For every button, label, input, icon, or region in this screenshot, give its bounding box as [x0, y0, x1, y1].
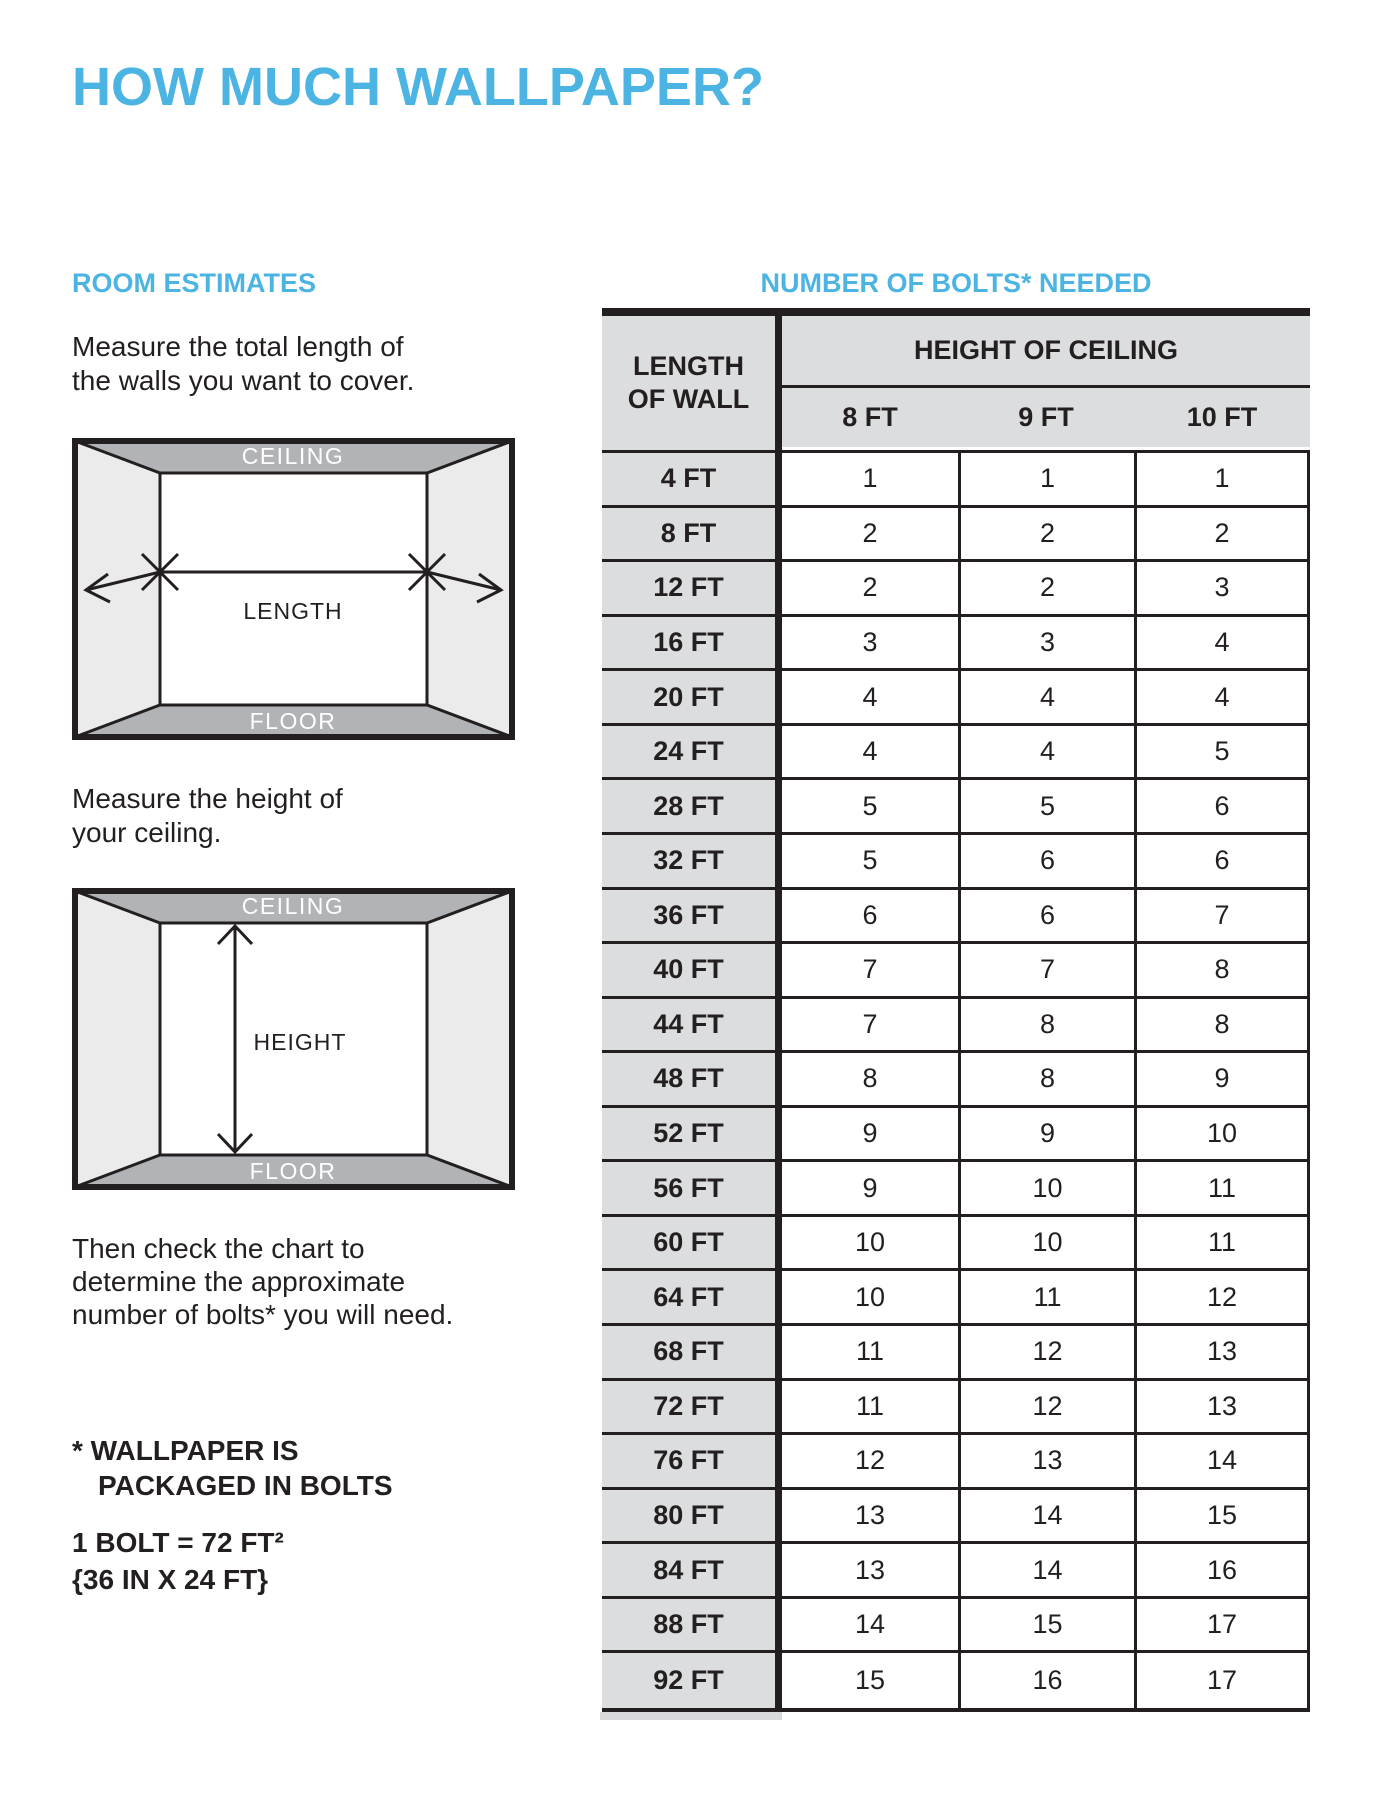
text-line: Then check the chart to — [72, 1233, 365, 1264]
back-wall — [160, 473, 427, 705]
bolt-count-cell: 8 — [1134, 944, 1310, 996]
bolt-count-cell: 13 — [1134, 1326, 1310, 1378]
bolt-count-cell: 15 — [958, 1599, 1134, 1651]
bolt-count-cell: 12 — [1134, 1271, 1310, 1323]
bolt-count-cell: 6 — [1134, 780, 1310, 832]
wallpaper-bolts-table — [602, 308, 1310, 1712]
wall-length-cell: 24 FT — [602, 726, 782, 778]
table-row — [602, 835, 1310, 890]
bolt-count-cell: 10 — [958, 1217, 1134, 1269]
table-row — [602, 1653, 1310, 1708]
floor-label: FLOOR — [249, 1158, 337, 1184]
wall-length-cell: 72 FT — [602, 1381, 782, 1433]
bolt-count-cell: 16 — [1134, 1544, 1310, 1596]
bolt-count-cell: 8 — [1134, 999, 1310, 1051]
bolt-count-cell: 4 — [782, 671, 958, 723]
column-header-group — [782, 316, 1310, 450]
bolt-count-cell: 15 — [782, 1653, 958, 1708]
table-row — [602, 1599, 1310, 1654]
bolt-count-cell: 8 — [782, 1053, 958, 1105]
table-row — [602, 1162, 1310, 1217]
bolt-count-cell: 4 — [1134, 617, 1310, 669]
bolt-count-cell: 12 — [958, 1381, 1134, 1433]
height-label: HEIGHT — [253, 1029, 347, 1055]
bolt-count-cell: 7 — [782, 944, 958, 996]
instruction-measure-height — [72, 782, 343, 850]
bolt-count-cell: 3 — [1134, 562, 1310, 614]
wall-length-cell: 44 FT — [602, 999, 782, 1051]
bolt-count-cell: 2 — [958, 508, 1134, 560]
floor-label: FLOOR — [249, 708, 337, 734]
bolt-count-cell: 9 — [782, 1162, 958, 1214]
bolt-count-cell: 8 — [958, 999, 1134, 1051]
wall-length-cell: 64 FT — [602, 1271, 782, 1323]
col-header-10ft: 10 FT — [1186, 402, 1258, 432]
text-line: OF WALL — [627, 384, 750, 414]
page-title: HOW MUCH WALLPAPER? — [72, 57, 764, 117]
height-of-ceiling-header: HEIGHT OF CEILING — [782, 316, 1310, 388]
wall-length-cell: 12 FT — [602, 562, 782, 614]
instruction-check-chart — [72, 1232, 453, 1331]
table-row — [602, 1435, 1310, 1490]
bolt-count-cell: 14 — [958, 1544, 1134, 1596]
bolt-count-cell: 17 — [1134, 1653, 1310, 1708]
wall-length-cell: 56 FT — [602, 1162, 782, 1214]
instruction-measure-length — [72, 330, 414, 398]
col-header-9ft: 9 FT — [1018, 402, 1074, 432]
table-row — [602, 726, 1310, 781]
text-line: PACKAGED IN BOLTS — [98, 1470, 393, 1501]
bolt-count-cell: 14 — [958, 1490, 1134, 1542]
table-row — [602, 1053, 1310, 1108]
bolt-count-cell: 12 — [782, 1435, 958, 1487]
bolt-count-cell: 6 — [1134, 835, 1310, 887]
wall-length-cell: 20 FT — [602, 671, 782, 723]
row-header-length-of-wall — [602, 316, 782, 450]
bolt-count-cell: 10 — [782, 1217, 958, 1269]
text-line: the walls you want to cover. — [72, 365, 415, 396]
table-row — [602, 1381, 1310, 1436]
table-row — [602, 1326, 1310, 1381]
bolt-count-cell: 5 — [782, 780, 958, 832]
bolts-needed-heading: NUMBER OF BOLTS* NEEDED — [760, 268, 1152, 298]
wall-length-cell: 40 FT — [602, 944, 782, 996]
bolt-count-cell: 17 — [1134, 1599, 1310, 1651]
room-estimates-heading: ROOM ESTIMATES — [72, 268, 317, 298]
wall-length-cell: 68 FT — [602, 1326, 782, 1378]
bolt-count-cell: 1 — [1134, 453, 1310, 505]
bolt-count-cell: 1 — [958, 453, 1134, 505]
wall-length-cell: 36 FT — [602, 890, 782, 942]
bolt-count-cell: 13 — [958, 1435, 1134, 1487]
bolt-count-cell: 16 — [958, 1653, 1134, 1708]
bolt-count-cell: 11 — [958, 1271, 1134, 1323]
table-row — [602, 562, 1310, 617]
wall-length-cell: 52 FT — [602, 1108, 782, 1160]
bolt-count-cell: 2 — [782, 508, 958, 560]
bolt-count-cell: 9 — [782, 1108, 958, 1160]
wall-length-cell: 48 FT — [602, 1053, 782, 1105]
table-row — [602, 1108, 1310, 1163]
table-top-border — [602, 308, 1310, 316]
table-header — [602, 316, 1310, 453]
bolt-count-cell: 8 — [958, 1053, 1134, 1105]
bolt-count-cell: 13 — [782, 1490, 958, 1542]
table-row — [602, 890, 1310, 945]
bolt-count-cell: 6 — [958, 835, 1134, 887]
bolt-count-cell: 6 — [782, 890, 958, 942]
bolt-count-cell: 13 — [782, 1544, 958, 1596]
table-row — [602, 453, 1310, 508]
table-row — [602, 1217, 1310, 1272]
table-row — [602, 617, 1310, 672]
bolt-count-cell: 3 — [958, 617, 1134, 669]
bolt-count-cell: 11 — [1134, 1217, 1310, 1269]
text-line: {36 IN X 24 FT} — [72, 1564, 269, 1595]
bolt-count-cell: 2 — [782, 562, 958, 614]
text-line: LENGTH — [633, 351, 744, 381]
text-line: your ceiling. — [72, 817, 222, 848]
footnote-bolt-size — [72, 1524, 284, 1598]
wall-length-cell: 4 FT — [602, 453, 782, 505]
text-line: * WALLPAPER IS — [72, 1435, 299, 1466]
right-wall — [427, 891, 512, 1187]
bolt-count-cell: 4 — [782, 726, 958, 778]
bolt-count-cell: 11 — [782, 1381, 958, 1433]
ceiling-label: CEILING — [241, 443, 345, 469]
bolt-count-cell: 5 — [958, 780, 1134, 832]
bolt-count-cell: 1 — [782, 453, 958, 505]
bolt-count-cell: 4 — [958, 726, 1134, 778]
bolt-count-cell: 10 — [958, 1162, 1134, 1214]
bolt-count-cell: 2 — [1134, 508, 1310, 560]
bolt-count-cell: 9 — [1134, 1053, 1310, 1105]
table-row — [602, 944, 1310, 999]
wall-length-cell: 92 FT — [602, 1653, 782, 1708]
table-bottom-strip — [600, 1712, 782, 1720]
bolt-count-cell: 11 — [1134, 1162, 1310, 1214]
bolt-count-cell: 10 — [782, 1271, 958, 1323]
bolt-count-cell: 12 — [958, 1326, 1134, 1378]
bolt-count-cell: 4 — [1134, 671, 1310, 723]
text-line: determine the approximate — [72, 1266, 406, 1297]
bolt-count-cell: 14 — [782, 1599, 958, 1651]
text-line: Measure the height of — [72, 783, 343, 814]
bolt-count-cell: 7 — [782, 999, 958, 1051]
wall-length-cell: 28 FT — [602, 780, 782, 832]
text-line: number of bolts* you will need. — [72, 1299, 454, 1330]
table-row — [602, 1544, 1310, 1599]
bolt-count-cell: 2 — [958, 562, 1134, 614]
wall-length-cell: 88 FT — [602, 1599, 782, 1651]
bolt-count-cell: 15 — [1134, 1490, 1310, 1542]
room-diagram-height — [72, 888, 515, 1190]
bolt-count-cell: 5 — [1134, 726, 1310, 778]
bolt-count-cell: 4 — [958, 671, 1134, 723]
bolt-count-cell: 7 — [958, 944, 1134, 996]
table-row — [602, 999, 1310, 1054]
wall-length-cell: 32 FT — [602, 835, 782, 887]
bolt-count-cell: 14 — [1134, 1435, 1310, 1487]
table-row — [602, 780, 1310, 835]
wall-length-cell: 76 FT — [602, 1435, 782, 1487]
room-diagram-length — [72, 438, 515, 740]
wall-length-cell: 8 FT — [602, 508, 782, 560]
wall-length-cell: 84 FT — [602, 1544, 782, 1596]
table-body — [602, 453, 1310, 1712]
wall-length-cell: 60 FT — [602, 1217, 782, 1269]
bolt-count-cell: 7 — [1134, 890, 1310, 942]
footnote-packaged-in-bolts — [72, 1433, 393, 1503]
bolt-count-cell: 10 — [1134, 1108, 1310, 1160]
bolt-count-cell: 9 — [958, 1108, 1134, 1160]
bolt-count-cell: 11 — [782, 1326, 958, 1378]
col-header-8ft: 8 FT — [842, 402, 898, 432]
bolt-count-cell: 13 — [1134, 1381, 1310, 1433]
bolt-count-cell: 6 — [958, 890, 1134, 942]
text-line: Measure the total length of — [72, 331, 404, 362]
table-row — [602, 671, 1310, 726]
text-line: 1 BOLT = 72 FT² — [72, 1527, 284, 1558]
bolt-count-cell: 5 — [782, 835, 958, 887]
ceiling-label: CEILING — [241, 893, 345, 919]
table-row — [602, 508, 1310, 563]
table-row — [602, 1490, 1310, 1545]
wall-length-cell: 80 FT — [602, 1490, 782, 1542]
wall-length-cell: 16 FT — [602, 617, 782, 669]
length-label: LENGTH — [243, 598, 343, 624]
bolt-count-cell: 3 — [782, 617, 958, 669]
ceiling-height-columns — [782, 388, 1310, 447]
table-row — [602, 1271, 1310, 1326]
left-wall — [75, 891, 160, 1187]
